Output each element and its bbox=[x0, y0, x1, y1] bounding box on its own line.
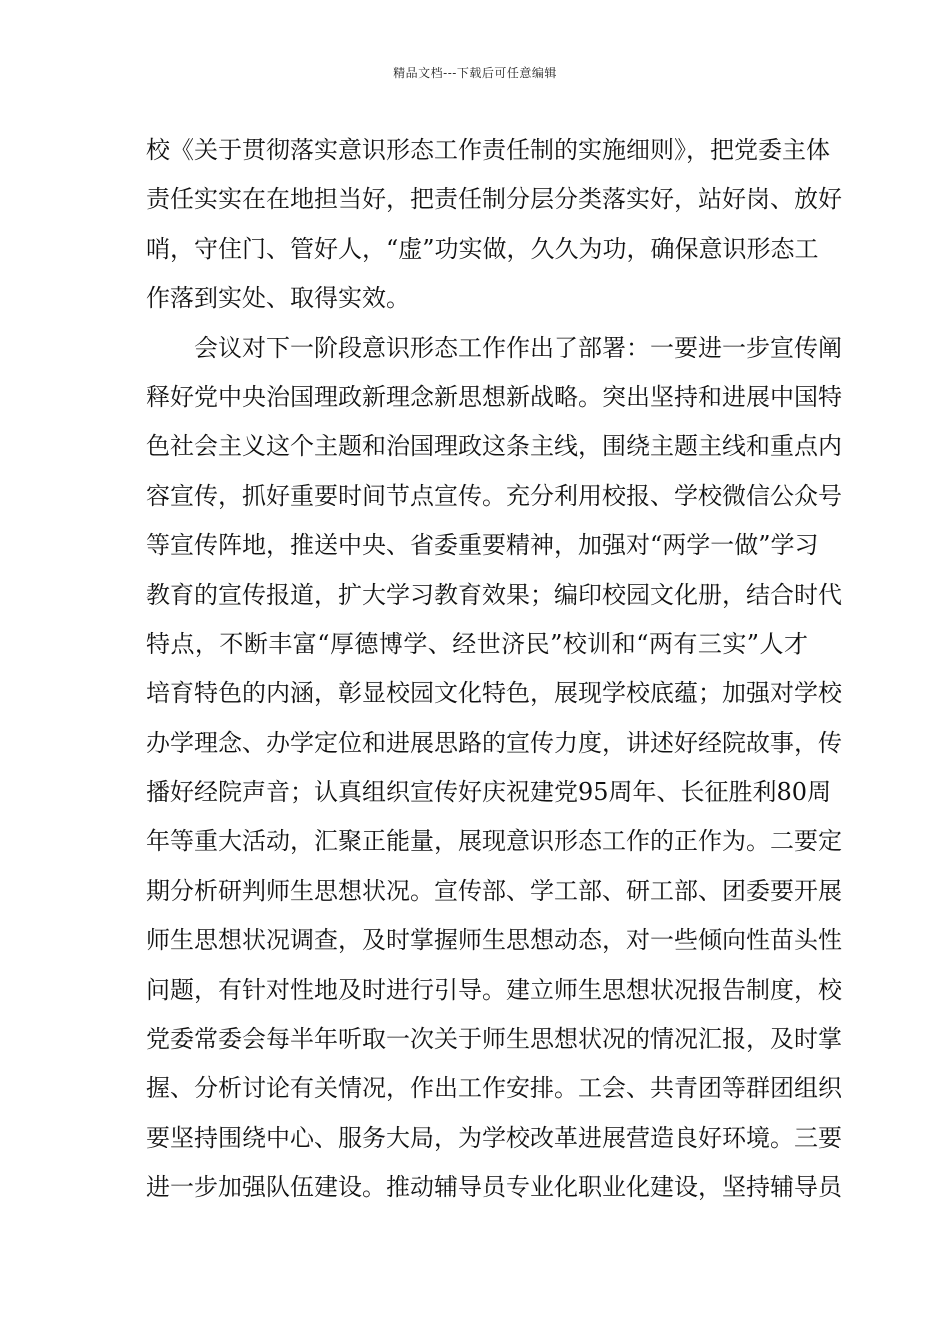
text-line: 校《关于贯彻落实意识形态工作责任制的实施细则》，把党委主体 bbox=[146, 136, 830, 164]
text-line: 播好经院声音；认真组织宣传好庆祝建党95周年、长征胜利80周 bbox=[146, 778, 832, 807]
text-line: 教育的宣传报道，扩大学习教育效果；编印校园文化册，结合时代 bbox=[146, 580, 842, 609]
text-line: 师生思想状况调查，及时掌握师生思想动态，对一些倾向性苗头性 bbox=[146, 926, 842, 955]
page-header: 精品文档---下载后可任意编辑 bbox=[393, 66, 557, 80]
text-line: 培育特色的内涵，彰显校园文化特色，展现学校底蕴；加强对学校 bbox=[146, 679, 842, 708]
text-line: 期分析研判师生思想状况。宣传部、学工部、研工部、团委要开展 bbox=[146, 876, 842, 905]
text-line: 要坚持围绕中心、服务大局，为学校改革进展营造良好环境。三要 bbox=[146, 1123, 842, 1152]
text-line: 进一步加强队伍建设。推动辅导员专业化职业化建设，坚持辅导员 bbox=[146, 1173, 842, 1202]
text-line: 办学理念、办学定位和进展思路的宣传力度，讲述好经院故事，传 bbox=[146, 728, 842, 757]
text-line: 哨，守住门、管好人，“虚”功实做，久久为功，确保意识形态工 bbox=[146, 234, 819, 263]
text-line: 容宣传，抓好重要时间节点宣传。充分利用校报、学校微信公众号 bbox=[146, 481, 842, 510]
text-line: 年等重大活动，汇聚正能量，展现意识形态工作的正作为。二要定 bbox=[146, 827, 842, 856]
text-line: 握、分析讨论有关情况，作出工作安排。工会、共青团等群团组织 bbox=[146, 1074, 842, 1103]
document-body bbox=[146, 126, 842, 1213]
text-line: 特点，不断丰富“厚德博学、经世济民”校训和“两有三实”人才 bbox=[146, 629, 808, 658]
text-line: 问题，有针对性地及时进行引导。建立师生思想状况报告制度，校 bbox=[146, 975, 842, 1004]
text-line: 责任实实在在地担当好，把责任制分层分类落实好，站好岗、放好 bbox=[146, 185, 842, 214]
text-line: 党委常委会每半年听取一次关于师生思想状况的情况汇报，及时掌 bbox=[146, 1025, 842, 1054]
text-line: 作落到实处、取得实效。 bbox=[146, 284, 410, 313]
text-line: 会议对下一阶段意识形态工作作出了部署：一要进一步宣传阐 bbox=[194, 333, 842, 362]
text-line: 色社会主义这个主题和治国理政这条主线，围绕主题主线和重点内 bbox=[146, 432, 842, 461]
text-line: 释好党中央治国理政新理念新思想新战略。突出坚持和进展中国特 bbox=[146, 382, 842, 411]
text-line: 等宣传阵地，推送中央、省委重要精神，加强对“两学一做”学习 bbox=[146, 531, 819, 560]
